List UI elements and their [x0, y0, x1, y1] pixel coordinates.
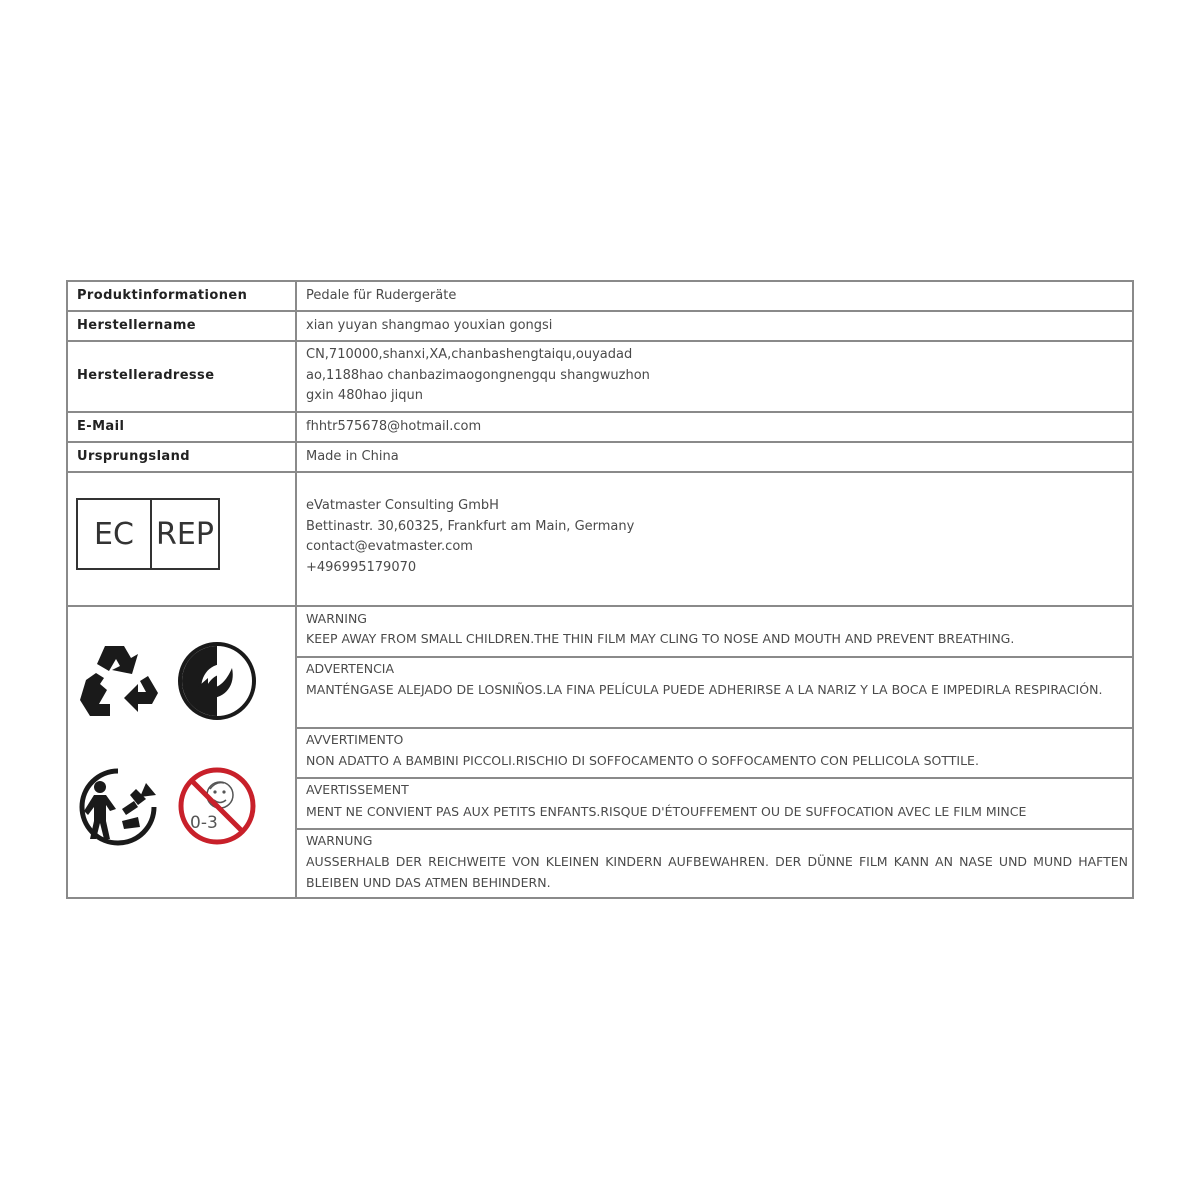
warning-de-text: AUSSERHALB DER REICHWEITE VON KLEINEN KINDERN AUFBEWAHREN. DER DÜNNE FILM KANN AN NASE UND MUND HAFTEN BLEIBEN UND DAS ATMEN BEHINDERN. [306, 854, 1128, 890]
warning-fr-title: AVERTISSEMENT [306, 782, 409, 797]
address-line: ao,1188hao chanbazimaogongnengqu shangwuzhon [306, 367, 650, 383]
green-dot-icon [176, 640, 258, 722]
ec-rep-phone: +496995179070 [306, 559, 417, 575]
column-divider [295, 282, 297, 897]
origin-value: Made in China [306, 449, 399, 464]
warning-divider [297, 828, 1132, 830]
ec-rep-mark [76, 498, 220, 570]
recycle-icon [76, 640, 160, 724]
origin-label: Ursprungsland [77, 449, 190, 464]
manufacturer-value: xian yuyan shangmao youxian gongsi [306, 318, 553, 333]
address-value [306, 345, 650, 407]
warning-fr-text: MENT NE CONVIENT PAS AUX PETITS ENFANTS.RISQUE D'ÉTOUFFEMENT OU DE SUFFOCATION AVEC LE FILM MINCE [306, 804, 1027, 819]
ec-rep-contact [306, 496, 634, 578]
product-label: Produktinformationen [77, 288, 248, 303]
warning-divider [297, 777, 1132, 779]
address-label: Herstelleradresse [77, 368, 215, 383]
row-divider [68, 605, 1132, 607]
warning-es-text: MANTÉNGASE ALEJADO DE LOSNIÑOS.LA FINA PELÍCULA PUEDE ADHERIRSE A LA NARIZ Y LA BOCA E IMPEDIRLA RESPIRACIÓN. [306, 682, 1103, 697]
age-range-text: 0-3 [190, 813, 218, 833]
manufacturer-label: Herstellername [77, 318, 197, 333]
row-divider [68, 340, 1132, 342]
warning-divider [297, 656, 1132, 658]
warning-it-title: AVVERTIMENTO [306, 732, 404, 747]
address-line: gxin 480hao jiqun [306, 388, 423, 403]
age-0-3-warning-icon [176, 765, 258, 847]
row-divider [68, 411, 1132, 413]
tidyman-icon [76, 765, 160, 849]
ec-rep-right: REP [156, 516, 214, 552]
ec-rep-address: Bettinastr. 30,60325, Frankfurt am Main, Germany [306, 518, 635, 534]
row-divider [68, 441, 1132, 443]
warning-divider [297, 727, 1132, 729]
warning-en-title: WARNING [306, 611, 367, 626]
warning-de-title: WARNUNG [306, 833, 373, 848]
email-label: E-Mail [77, 419, 125, 434]
row-divider [68, 310, 1132, 312]
ec-rep-left: EC [78, 500, 152, 568]
address-line: CN,710000,shanxi,XA,chanbashengtaiqu,ouyadad [306, 347, 633, 362]
ec-rep-company: eVatmaster Consulting GmbH [306, 498, 499, 513]
warning-es-title: ADVERTENCIA [306, 661, 395, 676]
row-divider [68, 471, 1132, 473]
warning-en-text: KEEP AWAY FROM SMALL CHILDREN.THE THIN FILM MAY CLING TO NOSE AND MOUTH AND PREVENT BREATHING. [306, 631, 1015, 646]
product-info-table [66, 280, 1134, 899]
email-value[interactable]: fhhtr575678@hotmail.com [306, 419, 482, 434]
warning-it-text: NON ADATTO A BAMBINI PICCOLI.RISCHIO DI SOFFOCAMENTO O SOFFOCAMENTO CON PELLICOLA SOTTILE. [306, 753, 979, 768]
ec-rep-email[interactable]: contact@evatmaster.com [306, 539, 473, 554]
product-value: Pedale für Rudergeräte [306, 288, 457, 303]
